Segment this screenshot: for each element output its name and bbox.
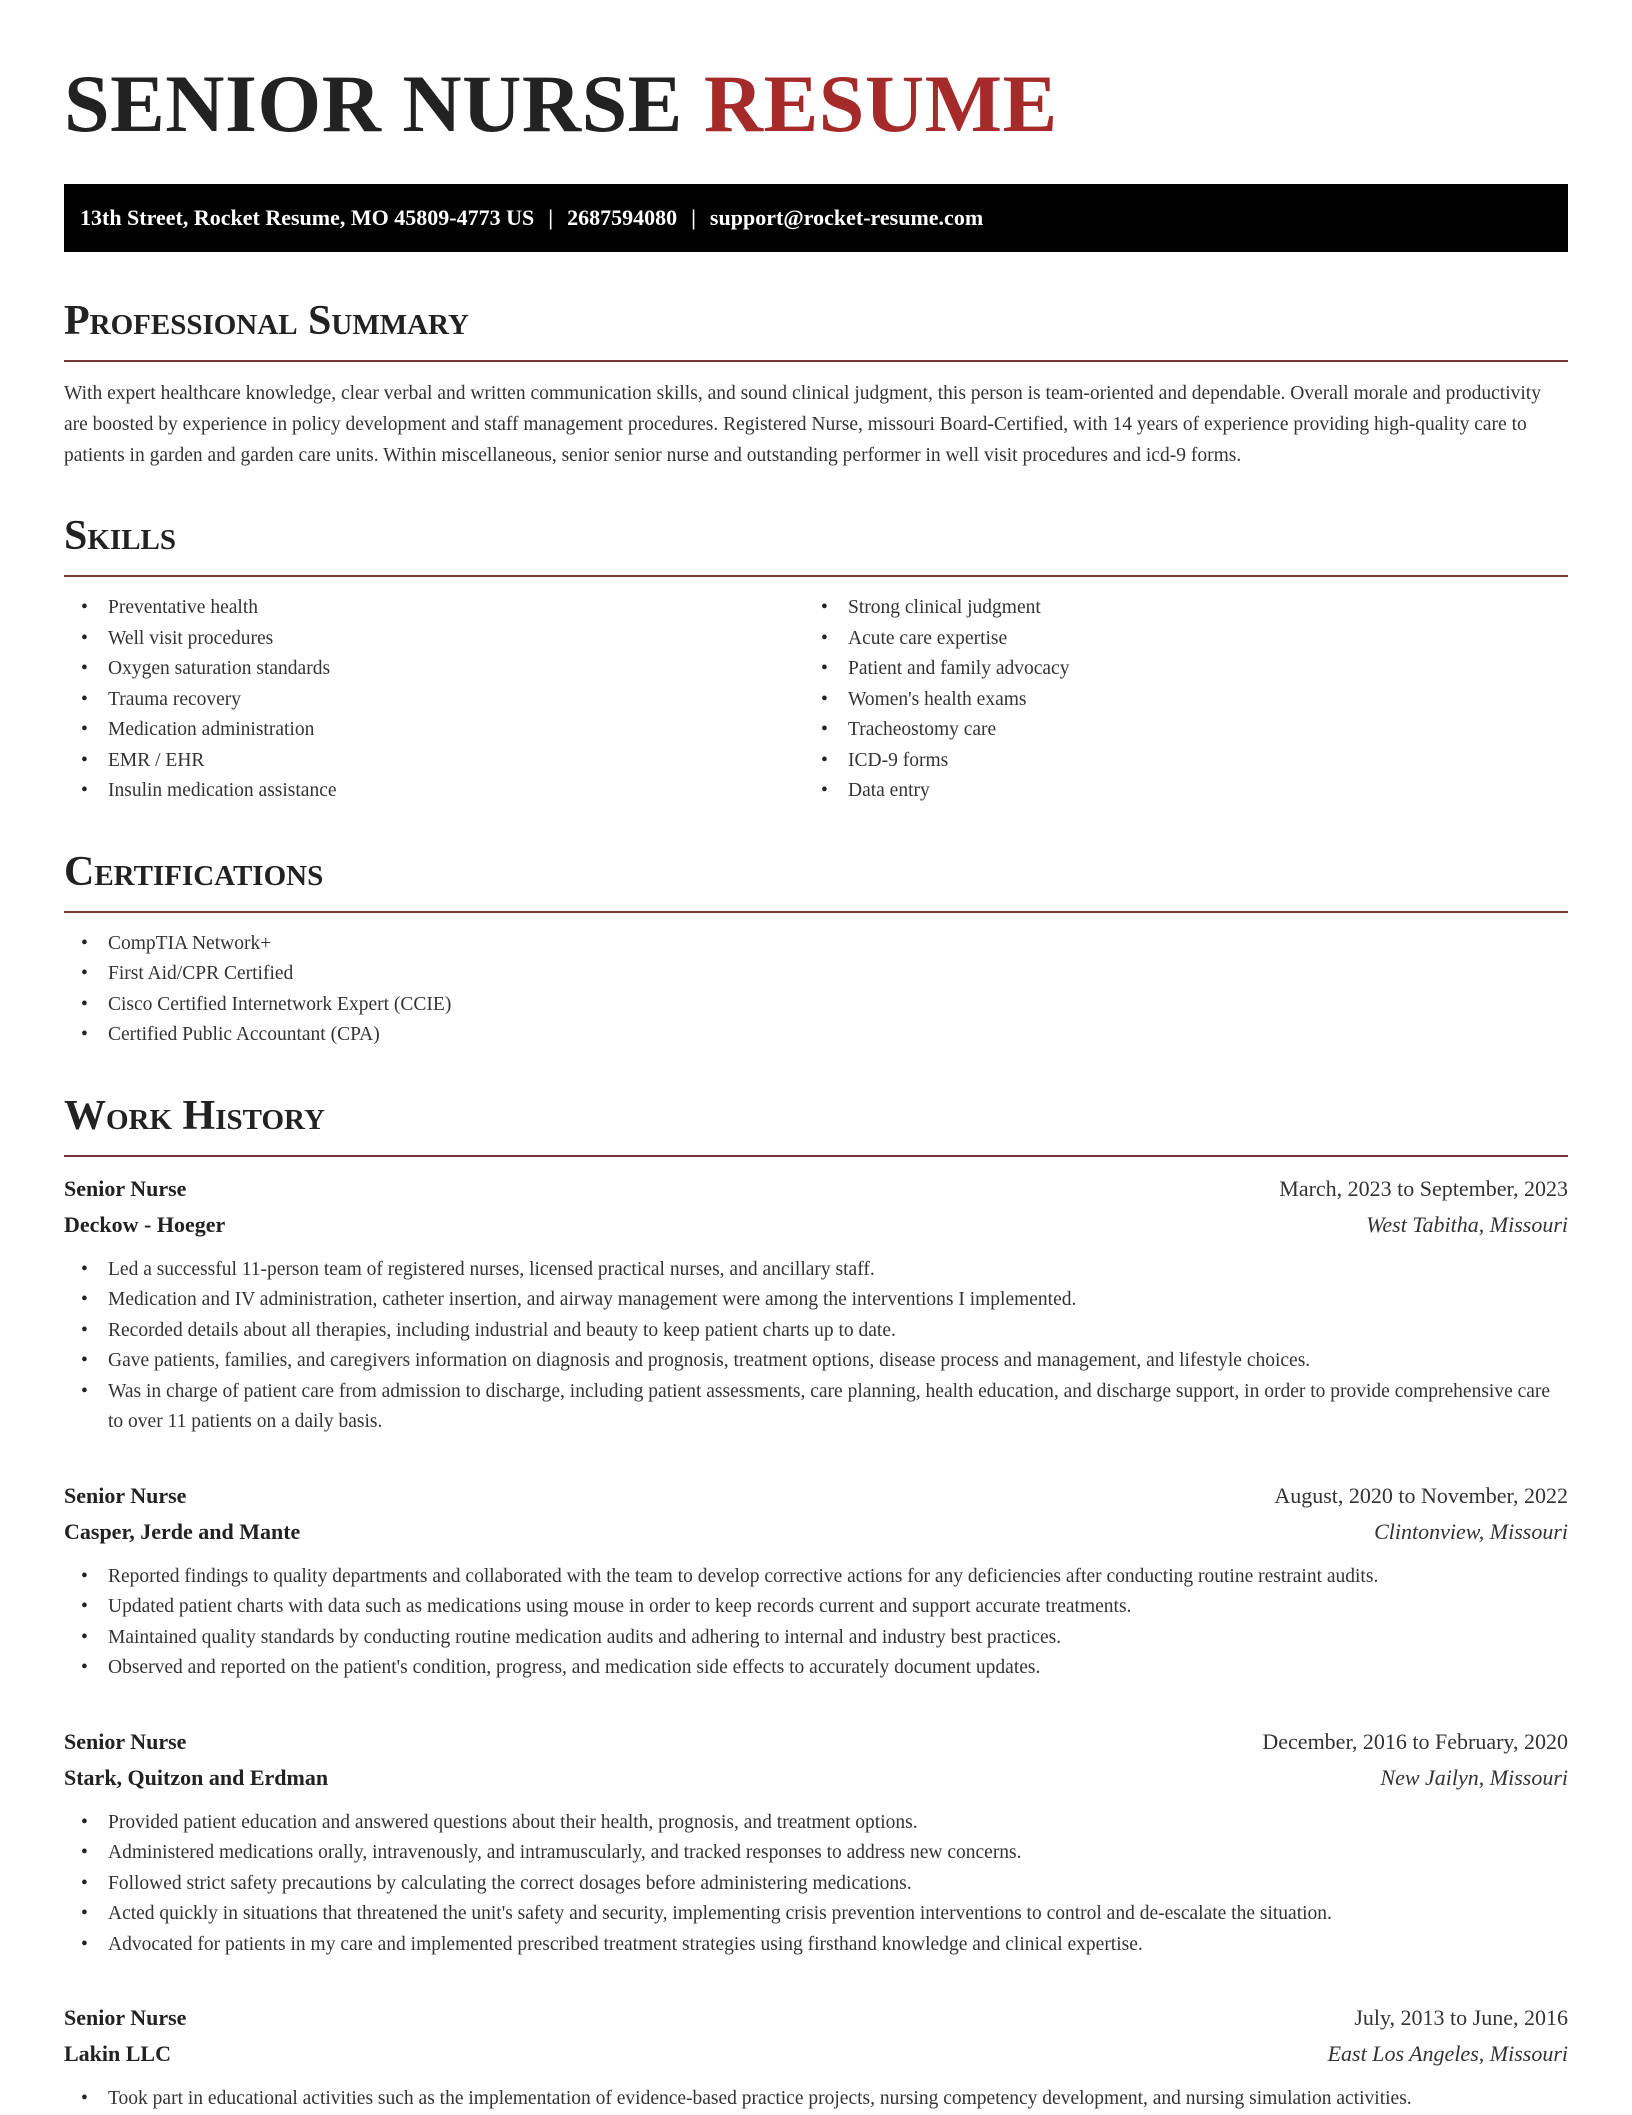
job-entry — [64, 2000, 1568, 2115]
skill-item: • Women's health exams — [804, 685, 1544, 716]
job-title: Senior Nurse — [64, 1728, 187, 1754]
certifications-list — [64, 929, 1568, 1051]
job-dates: December, 2016 to February, 2020 — [1262, 1728, 1568, 1754]
job-duties-list — [64, 1255, 1568, 1438]
resume-page — [64, 0, 1568, 2115]
job-header-row — [64, 1171, 1568, 1207]
job-duty: • Medication and IV administration, catheter insertion, and airway management were among the interventions I implemented. — [64, 1285, 1568, 1316]
job-duties-list — [64, 1562, 1568, 1684]
job-location: New Jailyn, Missouri — [1380, 1764, 1568, 1790]
job-location: Clintonview, Missouri — [1374, 1518, 1568, 1544]
job-duty: • Led a successful 11-person team of registered nurses, licensed practical nurses, and ancillary staff. — [64, 1255, 1568, 1286]
job-duty: • Updated patient charts with data such as medications using mouse in order to keep records current and support accurate treatments. — [64, 1592, 1568, 1623]
skill-item: • Insulin medication assistance — [64, 776, 804, 807]
job-dates: August, 2020 to November, 2022 — [1274, 1482, 1568, 1508]
skills-grid — [64, 593, 1568, 807]
job-duty: • Followed strict safety precautions by calculating the correct dosages before administering medications. — [64, 1869, 1568, 1900]
skills-list-left — [64, 593, 804, 807]
job-company: Deckow - Hoeger — [64, 1211, 226, 1237]
job-company-row — [64, 1514, 1568, 1550]
contact-phone: 2687594080 — [567, 205, 678, 230]
job-company-row — [64, 1760, 1568, 1796]
skill-item: • Acute care expertise — [804, 624, 1544, 655]
work-history-heading: Work History — [64, 1091, 1568, 1157]
job-duty: • Took part in educational activities such as the implementation of evidence-based practice projects, nursing competency development, and nursing simulation activities. — [64, 2084, 1568, 2115]
job-entry — [64, 1171, 1568, 1438]
job-dates: March, 2023 to September, 2023 — [1279, 1175, 1568, 1201]
work-history-section — [64, 1091, 1568, 2115]
job-duties-list — [64, 2084, 1568, 2115]
contact-separator: | — [548, 205, 554, 230]
skill-item: • Data entry — [804, 776, 1544, 807]
professional-summary-section — [64, 296, 1568, 471]
certification-item: • Certified Public Accountant (CPA) — [64, 1020, 1568, 1051]
job-duty: • Was in charge of patient care from admission to discharge, including patient assessments, care planning, health education, and discharge support, in order to provide comprehensive care to over 11 patients on a daily basis. — [64, 1377, 1568, 1438]
job-entry — [64, 1724, 1568, 1961]
skill-item: • Tracheostomy care — [804, 715, 1544, 746]
contact-email: support@rocket-resume.com — [709, 205, 984, 230]
job-duty: • Provided patient education and answered questions about their health, prognosis, and treatment options. — [64, 1808, 1568, 1839]
job-header-row — [64, 1724, 1568, 1760]
skill-item: • Strong clinical judgment — [804, 593, 1544, 624]
skill-item: • Trauma recovery — [64, 685, 804, 716]
job-location: West Tabitha, Missouri — [1366, 1211, 1568, 1237]
job-entry — [64, 1478, 1568, 1684]
skill-item: • Patient and family advocacy — [804, 654, 1544, 685]
professional-summary-text: With expert healthcare knowledge, clear verbal and written communication skills, and sound clinical judgment, this person is team-oriented and dependable. Overall morale and productivity are boosted by experience in policy development and staff management procedures. Registered Nurse, missouri Board-Certified, with 14 years of experience providing high-quality care to patients in garden and garden care units. Within miscellaneous, senior senior nurse and outstanding performer in well visit procedures and icd-9 forms. — [64, 383, 1541, 466]
skill-item: • Oxygen saturation standards — [64, 654, 804, 685]
job-duty: • Reported findings to quality departments and collaborated with the team to develop corrective actions for any deficiencies after conducting routine restraint audits. — [64, 1562, 1568, 1593]
job-company: Stark, Quitzon and Erdman — [64, 1764, 329, 1790]
job-duty: • Administered medications orally, intravenously, and intramuscularly, and tracked responses to address new concerns. — [64, 1838, 1568, 1869]
skill-item: • Well visit procedures — [64, 624, 804, 655]
job-duty: • Observed and reported on the patient's condition, progress, and medication side effects to accurately document updates. — [64, 1653, 1568, 1684]
certification-item: • Cisco Certified Internetwork Expert (CCIE) — [64, 990, 1568, 1021]
contact-bar — [64, 184, 1568, 252]
job-duties-list — [64, 1808, 1568, 1961]
job-location: East Los Angeles, Missouri — [1327, 2041, 1568, 2066]
job-title: Senior Nurse — [64, 2005, 187, 2030]
contact-separator: | — [691, 205, 696, 230]
job-company: Lakin LLC — [64, 2041, 171, 2066]
job-title: Senior Nurse — [64, 1175, 187, 1201]
job-duty: • Maintained quality standards by conducting routine medication audits and adhering to internal and industry best practices. — [64, 1623, 1568, 1654]
skills-section — [64, 511, 1568, 807]
job-company-row — [64, 2036, 1568, 2072]
certification-item: • First Aid/CPR Certified — [64, 959, 1568, 990]
job-title: Senior Nurse — [64, 1482, 187, 1508]
skill-item: • EMR / EHR — [64, 746, 804, 777]
job-duty: • Acted quickly in situations that threatened the unit's safety and security, implementing crisis prevention interventions to control and de-escalate the situation. — [64, 1899, 1568, 1930]
skills-list-right — [804, 593, 1544, 807]
skills-heading: Skills — [64, 511, 1568, 577]
title-accent: RESUME — [703, 58, 1058, 149]
job-dates: July, 2013 to June, 2016 — [1354, 2005, 1568, 2030]
professional-summary-heading: Professional Summary — [64, 296, 1568, 362]
certifications-heading: Certifications — [64, 847, 1568, 913]
skill-item: • Preventative health — [64, 593, 804, 624]
certification-item: • CompTIA Network+ — [64, 929, 1568, 960]
contact-address: 13th Street, Rocket Resume, MO 45809-4773 US — [80, 205, 535, 230]
certifications-section — [64, 847, 1568, 1051]
job-duty: • Advocated for patients in my care and implemented prescribed treatment strategies using firsthand knowledge and clinical expertise. — [64, 1930, 1568, 1961]
title-main: SENIOR NURSE — [64, 58, 683, 149]
skill-item: • ICD-9 forms — [804, 746, 1544, 777]
job-duty: • Recorded details about all therapies, including industrial and beauty to keep patient charts up to date. — [64, 1316, 1568, 1347]
job-company: Casper, Jerde and Mante — [64, 1518, 301, 1544]
job-header-row — [64, 1478, 1568, 1514]
job-company-row — [64, 1207, 1568, 1243]
job-header-row — [64, 2000, 1568, 2036]
resume-title — [64, 58, 1568, 150]
skill-item: • Medication administration — [64, 715, 804, 746]
job-duty: • Gave patients, families, and caregivers information on diagnosis and prognosis, treatment options, disease process and management, and lifestyle choices. — [64, 1346, 1568, 1377]
